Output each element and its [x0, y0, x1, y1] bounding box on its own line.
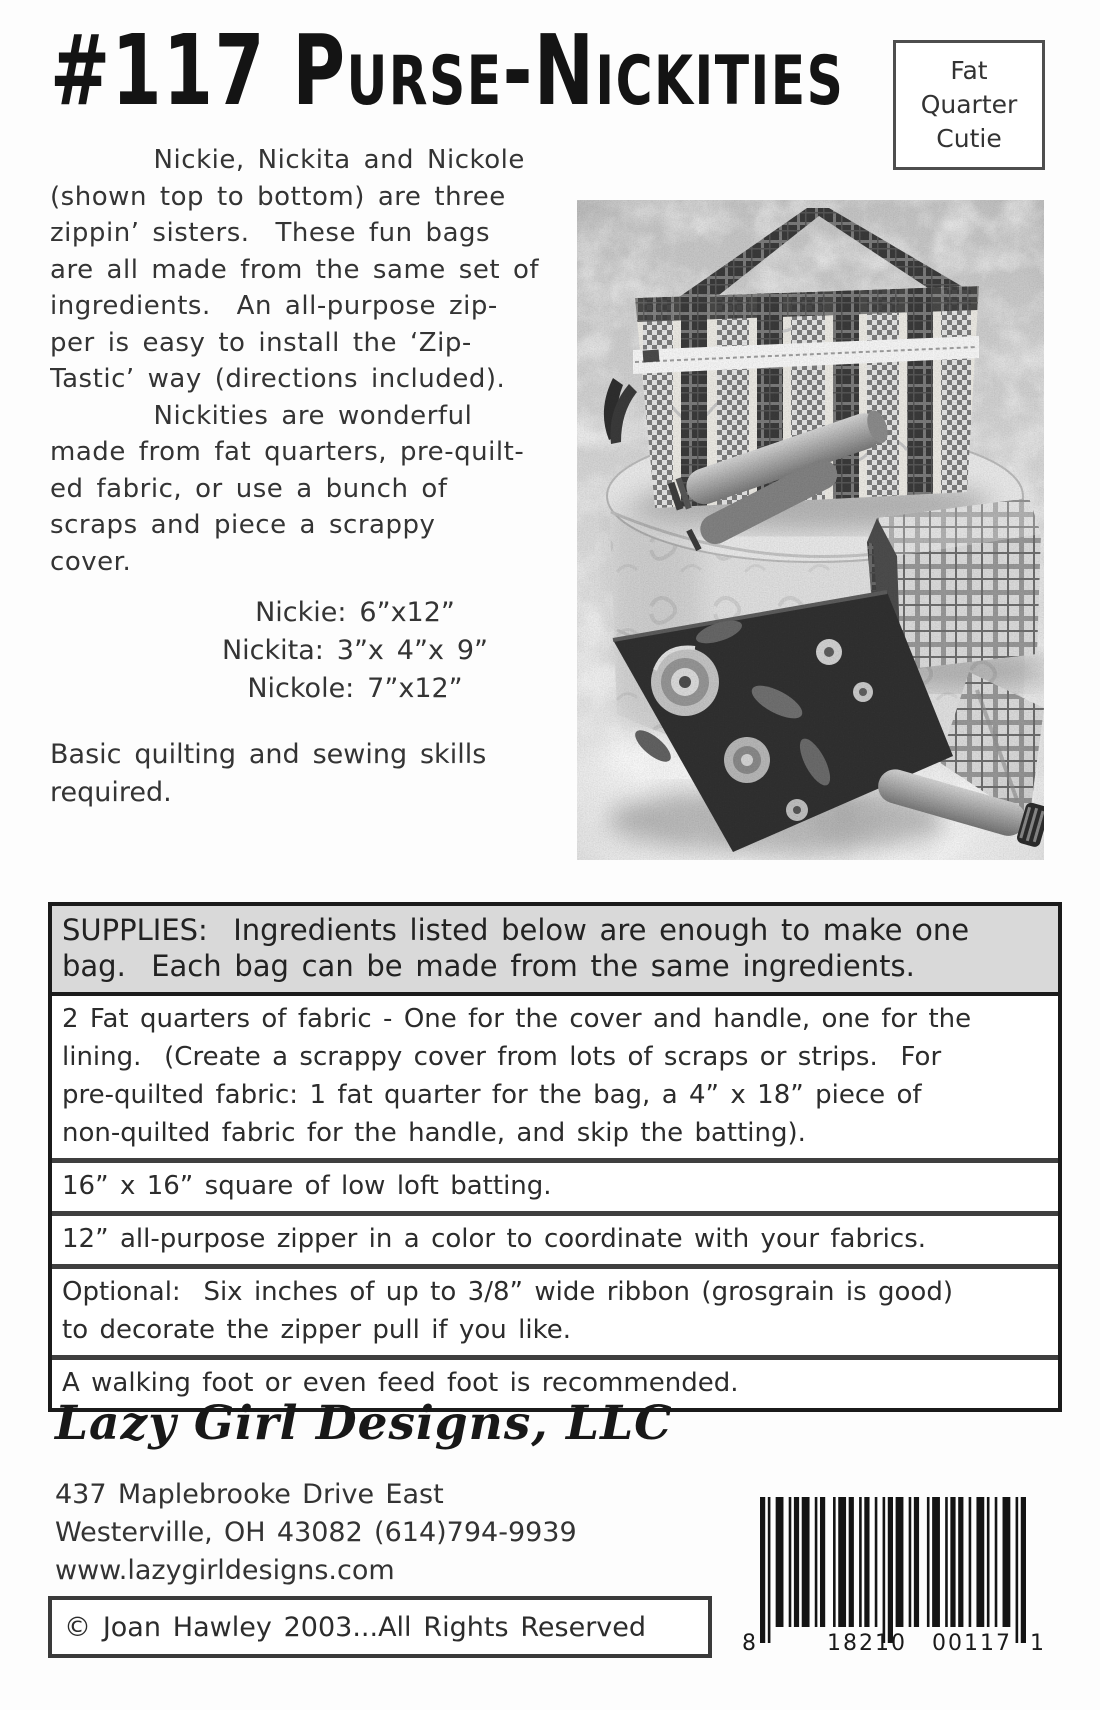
supply-row-ribbon: Optional: Six inches of up to 3/8” wide ribbon (grosgrain is good) to decorate the zipper pull if you like.: [52, 1264, 1058, 1355]
barcode: [742, 1497, 1044, 1662]
skills-note: Basic quilting and sewing skills required.: [50, 739, 487, 808]
supply-row-fabric: 2 Fat quarters of fabric - One for the cover and handle, one for the lining. (Create a scrappy cover from lots of scraps or strips. For pre-quilted fabric: 1 fat quarter for the bag, a 4” x 18” piece of non-quilted fabric for the handle, and skip the batting).: [62, 1004, 972, 1148]
supply-row-zipper: 12” all-purpose zipper in a color to coordinate with your fabrics.: [52, 1211, 1058, 1264]
barcode-digit-right: 1: [1030, 1631, 1044, 1656]
supply-row-walking-foot: A walking foot or even feed foot is recommended.: [52, 1355, 1058, 1408]
supplies-header: SUPPLIES: Ingredients listed below are enough to make one bag. Each bag can be made from the same ingredients.: [52, 906, 1058, 996]
intro-paragraph-1: Nickie, Nickita and Nickole (shown top to bottom) are three zippin’ sisters. These fun bags are all made from the same set of ingredients. An all-purpose zip- per is easy to install the ‘Zip- Tastic’ way (directions included).: [50, 145, 540, 394]
intro-text: [50, 142, 542, 580]
copyright-text: © Joan Hawley 2003...All Rights Reserved: [64, 1611, 647, 1643]
copyright-box: [48, 1596, 712, 1658]
supply-row-batting: 16” x 16” square of low loft batting.: [52, 1158, 1058, 1211]
intro-paragraph-2: Nickities are wonderful made from fat quarters, pre-quilt- ed fabric, or use a bunch of scraps and piece a scrappy cover.: [50, 400, 525, 577]
bag-sizes-list: Nickie: 6”x12” Nickita: 3”x 4”x 9” Nickole: 7”x12”: [221, 597, 489, 704]
company-address: 437 Maplebrooke Drive East Westerville, OH 43082 (614)794-9939 www.lazygirldesigns.com: [55, 1479, 577, 1586]
barcode-digit-group1: 18210: [827, 1631, 907, 1656]
badge-text: Fat Quarter Cutie: [920, 56, 1018, 153]
barcode-digit-group2: 00117: [932, 1631, 1012, 1656]
barcode-bars: [758, 1497, 1028, 1647]
product-photo: [577, 200, 1044, 860]
company-logo: Lazy Girl Designs, LLC: [55, 1396, 673, 1451]
fat-quarter-cutie-badge: [893, 40, 1045, 170]
supplies-table: [48, 902, 1062, 1412]
barcode-digit-left: 8: [742, 1631, 756, 1656]
page-title: #117 Purse-Nickities: [50, 14, 845, 127]
